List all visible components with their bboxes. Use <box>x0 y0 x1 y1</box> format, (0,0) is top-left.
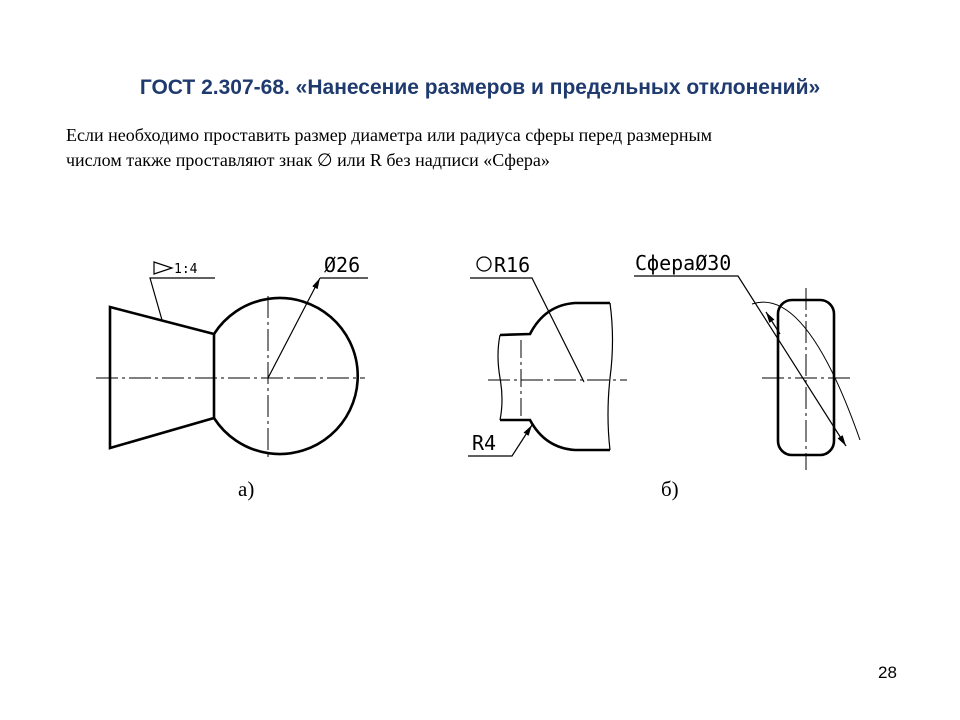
figure-b-right <box>634 251 860 470</box>
figure-a <box>96 253 368 501</box>
fig-a-caption: а) <box>238 477 255 501</box>
fig-b-break-left <box>498 335 502 420</box>
fig-b2-diameter-leader <box>634 276 846 446</box>
fig-a-taper-label: 1:4 <box>174 262 198 277</box>
fig-b-r4-label: R4 <box>472 431 497 455</box>
fig-b-r16-label: R16 <box>494 253 531 277</box>
fig-a-diameter-leader <box>268 278 320 378</box>
page-number: 28 <box>878 663 897 682</box>
taper-symbol-icon <box>154 262 172 274</box>
sphere-symbol-icon <box>477 257 491 271</box>
fig-b-break-right <box>608 303 613 450</box>
body-text-line-1: Если необходимо проставить размер диаметра или радиуса сферы перед размерным <box>66 125 713 145</box>
fig-b-r16-leader <box>470 278 584 382</box>
figure-b-left <box>468 253 627 456</box>
slide-title: ГОСТ 2.307-68. «Нанесение размеров и предельных отклонений» <box>139 76 821 99</box>
fig-a-taper-leader <box>150 278 215 320</box>
fig-a-diameter-label: Ø26 <box>324 253 361 277</box>
body-text-line-2: числом также проставляют знак ∅ или R без надписи «Сфера» <box>66 150 550 170</box>
fig-b-caption: б) <box>661 477 679 501</box>
fig-a-sphere <box>214 298 358 454</box>
fig-b2-sphere-label: СфераØ30 <box>635 251 732 275</box>
